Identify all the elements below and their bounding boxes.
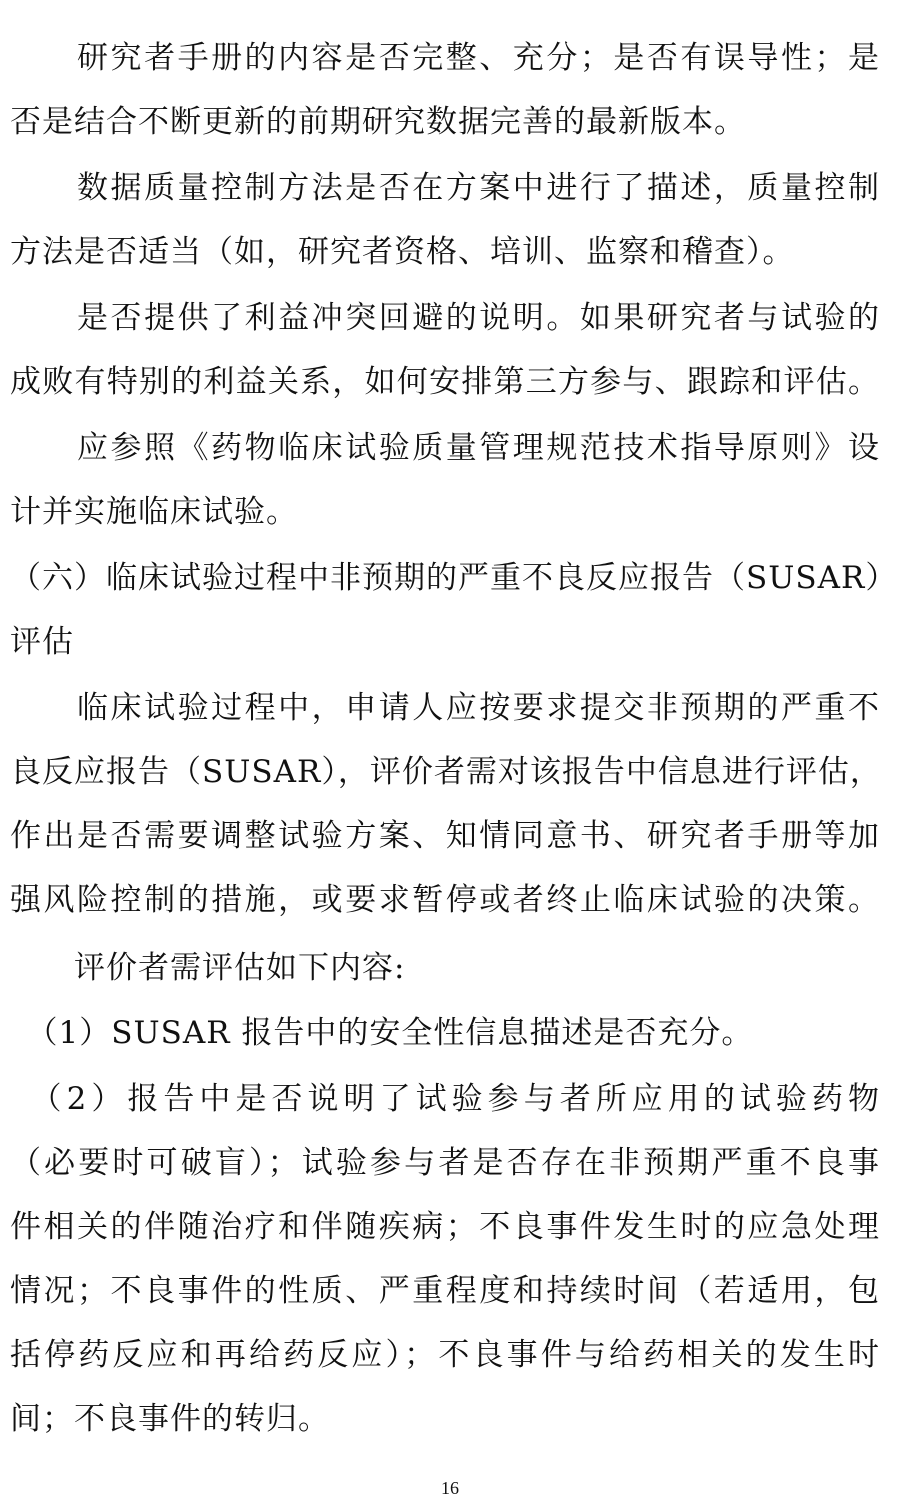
text-line: 件相关的伴随治疗和伴随疾病；不良事件发生时的应急处理 [10, 1209, 880, 1245]
text-line: 研究者手册的内容是否完整、充分；是否有误导性；是 [10, 40, 880, 76]
section-heading-line: （六）临床试验过程中非预期的严重不良反应报告（SUSAR） [10, 560, 898, 596]
paragraph-susar-submission [10, 676, 880, 932]
paragraph-evaluation-intro [10, 936, 880, 1000]
text-line: 否是结合不断更新的前期研究数据完善的最新版本。 [10, 104, 746, 140]
text-line: 方法是否适当（如，研究者资格、培训、监察和稽查）。 [10, 234, 795, 270]
section-heading-line: 评估 [10, 624, 74, 660]
text-line: 强风险控制的措施，或要求暂停或者终止临床试验的决策。 [10, 882, 880, 918]
text-line: 数据质量控制方法是否在方案中进行了描述，质量控制 [10, 170, 880, 206]
text-line: 情况；不良事件的性质、严重程度和持续时间（若适用，包 [10, 1273, 880, 1309]
text-line: （2）报告中是否说明了试验参与者所应用的试验药物 [10, 1081, 880, 1117]
text-line: 成败有特别的利益关系，如何安排第三方参与、跟踪和评估。 [10, 364, 880, 400]
text-line: 良反应报告（SUSAR），评价者需对该报告中信息进行评估， [10, 754, 882, 790]
text-line: （必要时可破盲）；试验参与者是否存在非预期严重不良事 [10, 1145, 880, 1181]
text-line: （1）SUSAR 报告中的安全性信息描述是否充分。 [10, 1015, 754, 1051]
text-line: 括停药反应和再给药反应）；不良事件与给药相关的发生时 [10, 1337, 880, 1373]
section-heading-susar [10, 546, 898, 674]
list-item-2 [10, 1067, 880, 1451]
list-item-1 [10, 1001, 880, 1065]
text-line: 作出是否需要调整试验方案、知情同意书、研究者手册等加 [10, 818, 880, 854]
text-line: 计并实施临床试验。 [10, 494, 298, 530]
text-line: 评价者需评估如下内容: [10, 950, 406, 986]
paragraph-gcp-reference [10, 416, 880, 544]
page-number: 16 [441, 1478, 459, 1498]
paragraph-conflict-of-interest [10, 286, 880, 414]
document-page [10, 0, 898, 1508]
text-line: 临床试验过程中，申请人应按要求提交非预期的严重不 [10, 690, 880, 726]
paragraph-investigator-brochure [10, 26, 880, 154]
text-line: 间；不良事件的转归。 [10, 1401, 330, 1437]
text-line: 应参照《药物临床试验质量管理规范技术指导原则》设 [10, 430, 880, 466]
text-line: 是否提供了利益冲突回避的说明。如果研究者与试验的 [10, 300, 880, 336]
paragraph-data-quality-control [10, 156, 880, 284]
